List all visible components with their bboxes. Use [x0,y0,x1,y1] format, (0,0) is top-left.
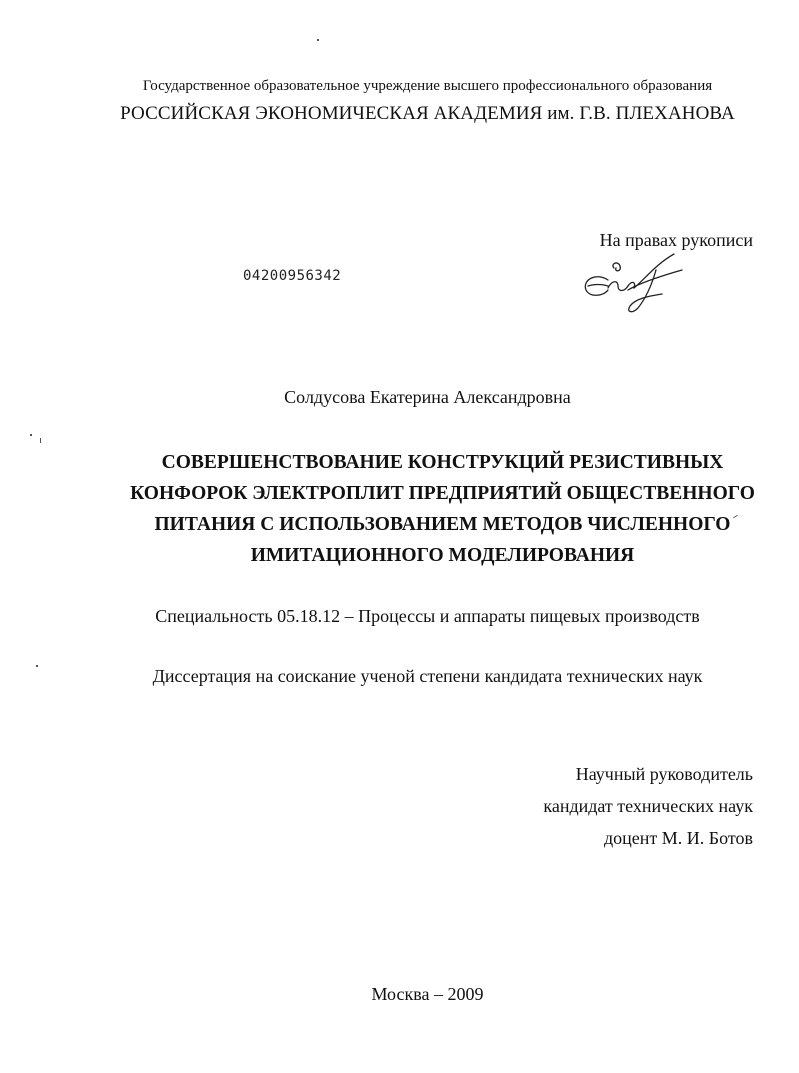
handwritten-signature [578,250,688,318]
stamp-number: 04200956342 [243,268,342,284]
author-name: Солдусова Екатерина Александровна [284,387,571,407]
city-year: Москва – 2009 [371,984,484,1004]
specialty-line: Специальность 05.18.12 – Процессы и аппараты пищевых производств [155,606,700,626]
scan-speck [40,438,41,443]
scan-speck [30,434,32,436]
supervisor-degree: кандидат технических наук [543,796,753,816]
institution-line: Государственное образовательное учреждение высшего профессионального образования [142,78,713,94]
scan-speck [36,665,38,667]
title-line: СОВЕРШЕНСТВОВАНИЕ КОНСТРУКЦИЙ РЕЗИСТИВНЫХ [161,452,724,473]
manuscript-note: На правах рукописи [599,230,753,250]
supervisor-name: доцент М. И. Ботов [603,828,753,848]
dissertation-line: Диссертация на соискание ученой степени кандидата технических наук [152,666,703,686]
academy-name: РОССИЙСКАЯ ЭКОНОМИЧЕСКАЯ АКАДЕМИЯ им. Г.В. ПЛЕХАНОВА [120,103,735,124]
supervisor-role: Научный руководитель [575,764,753,784]
title-line: ИМИТАЦИОННОГО МОДЕЛИРОВАНИЯ [250,545,635,566]
title-line: ПИТАНИЯ С ИСПОЛЬЗОВАНИЕМ МЕТОДОВ ЧИСЛЕННОГО [154,514,731,535]
dissertation-title [0,447,799,571]
scan-speck [317,39,319,41]
title-line: КОНФОРОК ЭЛЕКТРОПЛИТ ПРЕДПРИЯТИЙ ОБЩЕСТВЕННОГО [130,483,755,504]
